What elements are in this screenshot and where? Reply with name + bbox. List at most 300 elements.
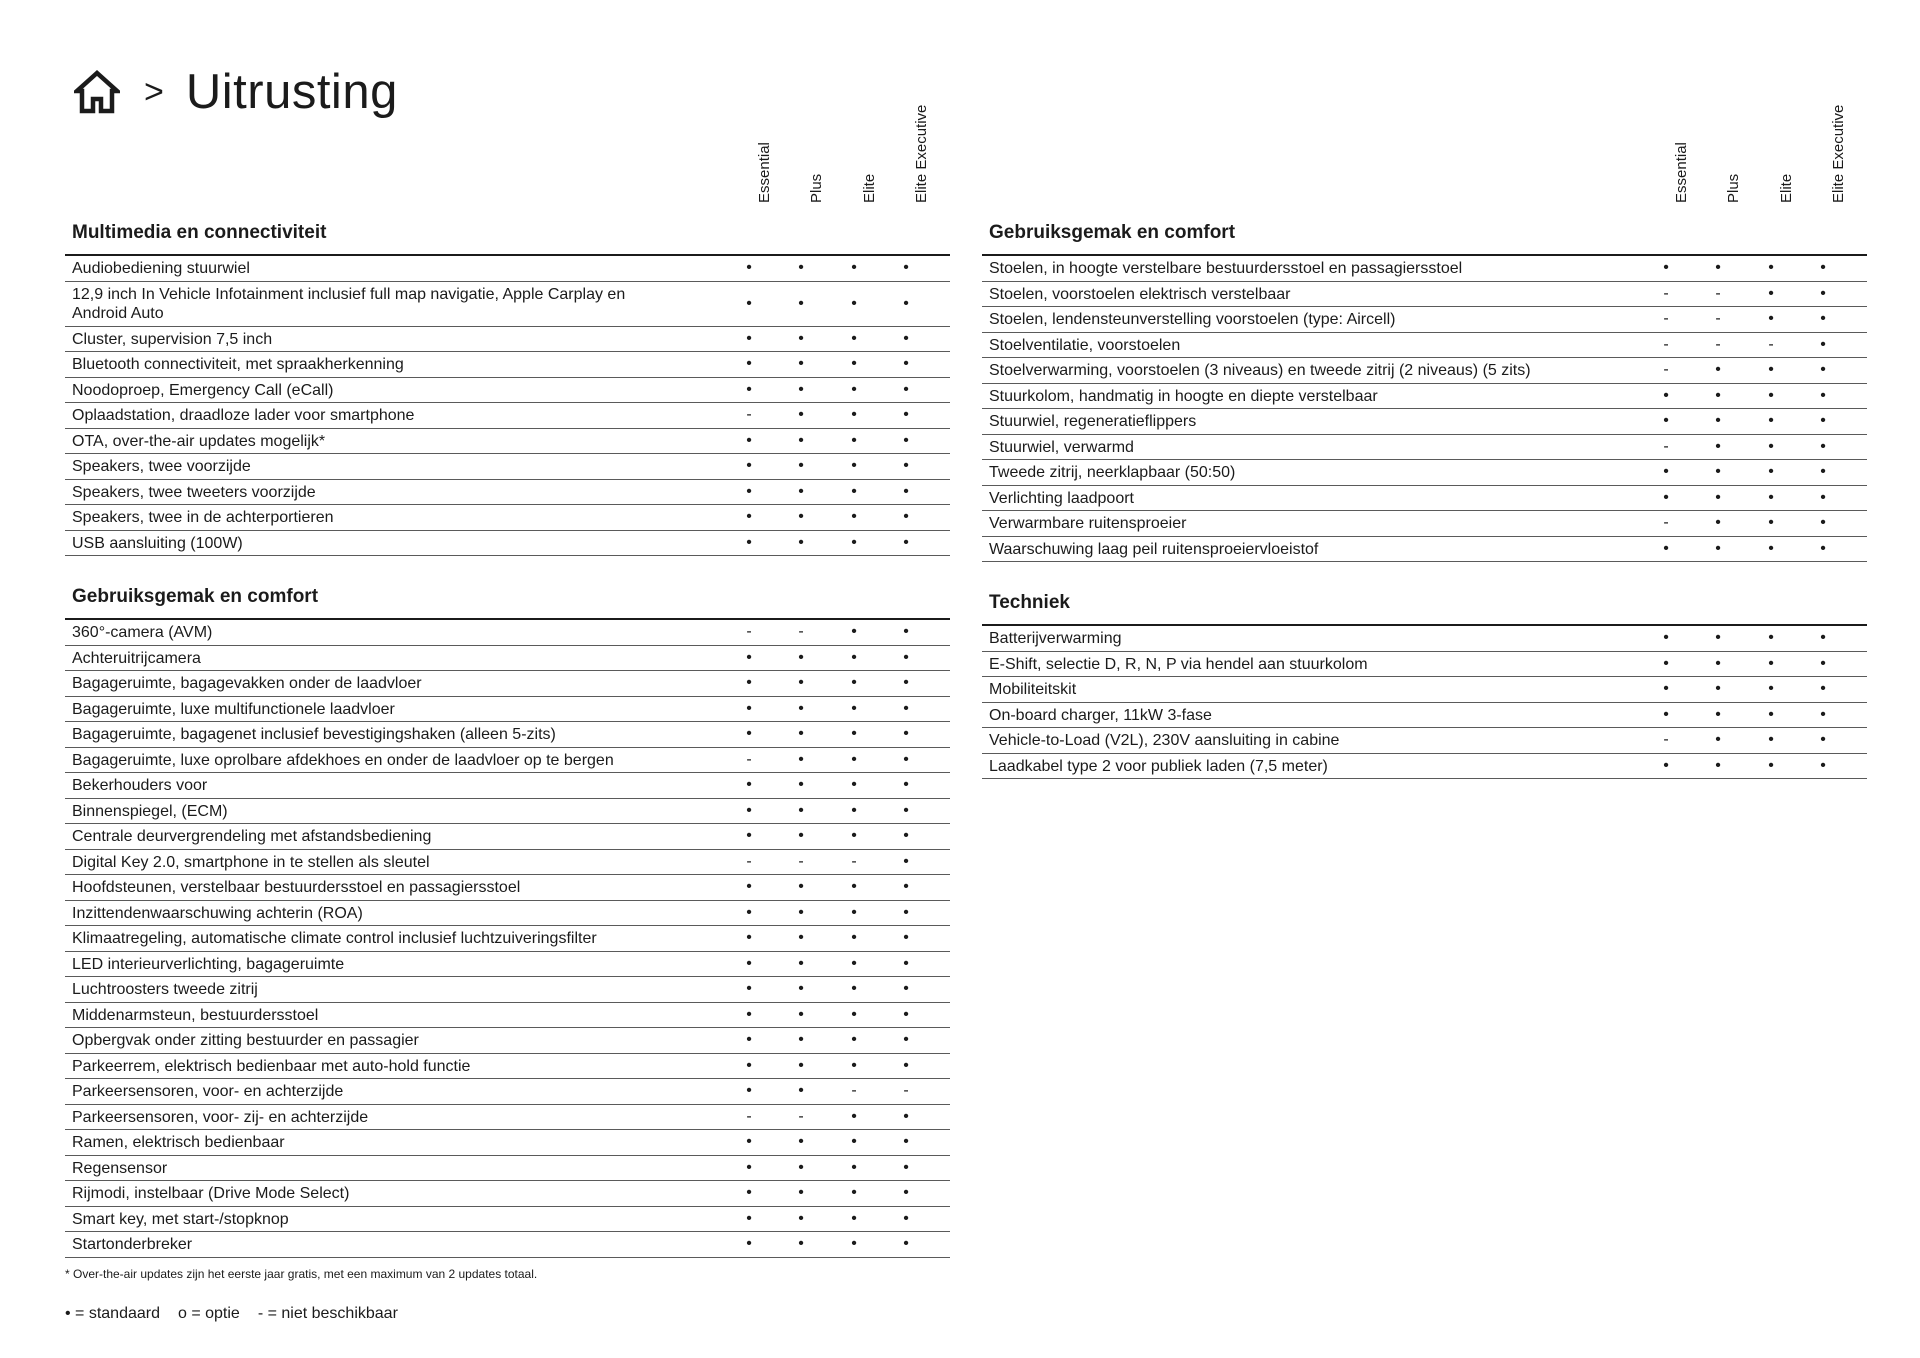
cell-plus: • [798, 954, 804, 972]
table-row [65, 697, 950, 723]
row-label: Digital Key 2.0, smartphone in te stellen als sleutel [72, 853, 430, 871]
cell-essential: - [1663, 361, 1669, 379]
column-headers [982, 100, 1867, 220]
cell-essential: • [746, 954, 752, 972]
cell-essential: • [746, 1056, 752, 1074]
row-label: Parkeersensoren, voor- zij- en achterzijde [72, 1108, 369, 1126]
cell-plus: • [798, 533, 804, 551]
cell-plus: • [798, 1005, 804, 1023]
row-label: Speakers, twee tweeters voorzijde [72, 483, 316, 501]
cell-essential: • [746, 903, 752, 921]
table-row [982, 652, 1867, 678]
cell-elite: • [851, 355, 857, 373]
cell-essential: - [746, 852, 752, 870]
cell-plus: • [798, 329, 804, 347]
cell-essential: • [746, 1133, 752, 1151]
row-label: Laadkabel type 2 voor publiek laden (7,5 meter) [989, 757, 1328, 775]
row-label: Batterijverwarming [989, 630, 1122, 647]
cell-essential: • [746, 259, 752, 277]
cell-elite: - [851, 852, 857, 870]
row-label: Mobiliteitskit [989, 681, 1077, 698]
cell-essential: • [746, 508, 752, 526]
cell-elite-executive: • [903, 954, 909, 972]
cell-elite: • [851, 1158, 857, 1176]
row-label: Tweede zitrij, neerklapbaar (50:50) [989, 464, 1236, 481]
cell-plus: • [798, 878, 804, 896]
cell-elite: • [1768, 705, 1774, 723]
cell-elite: • [851, 827, 857, 845]
cell-elite-executive: • [1820, 361, 1826, 379]
cell-elite-executive: • [903, 903, 909, 921]
table-row [65, 1105, 950, 1131]
cell-elite: • [1768, 680, 1774, 698]
row-label: Opbergvak onder zitting bestuurder en passagier [72, 1032, 419, 1049]
table-row [65, 454, 950, 480]
cell-essential: - [1663, 310, 1669, 328]
table-row [982, 728, 1867, 754]
cell-elite-executive: • [1820, 514, 1826, 532]
cell-essential: • [746, 827, 752, 845]
table-row [65, 1079, 950, 1105]
cell-essential: • [746, 1209, 752, 1227]
cell-elite-executive: • [1820, 310, 1826, 328]
cell-plus: • [798, 1082, 804, 1100]
legend-option: o = optie [178, 1305, 240, 1322]
cell-essential: - [746, 406, 752, 424]
cell-essential: • [746, 1082, 752, 1100]
row-label: 12,9 inch In Vehicle Infotainment inclusief full map navigatie, Apple Carplay en Android Auto [72, 285, 626, 322]
cell-elite-executive: • [903, 776, 909, 794]
footnote: * Over-the-air updates zijn het eerste jaar gratis, met een maximum van 2 updates totaal. [65, 1267, 538, 1281]
cell-elite-executive: • [1820, 731, 1826, 749]
cell-plus: - [1715, 284, 1721, 302]
row-label: Speakers, twee in de achterportieren [72, 509, 334, 526]
cell-elite: • [1768, 756, 1774, 774]
row-label: Stuurkolom, handmatig in hoogte en diepte verstelbaar [989, 387, 1378, 405]
cell-plus: • [1715, 629, 1721, 647]
cell-plus: • [798, 1031, 804, 1049]
row-label: Noodoproep, Emergency Call (eCall) [72, 381, 334, 399]
right-sections [982, 220, 1867, 779]
cell-plus: • [798, 980, 804, 998]
cell-plus: • [1715, 361, 1721, 379]
row-label: Inzittendenwaarschuwing achterin (ROA) [72, 904, 363, 922]
row-label: Stuurwiel, verwarmd [989, 438, 1134, 456]
cell-elite-executive: • [1820, 680, 1826, 698]
cell-plus: • [1715, 731, 1721, 749]
cell-essential: • [746, 929, 752, 947]
table-row [65, 901, 950, 927]
table-row [65, 256, 950, 282]
legend-unavailable: - = niet beschikbaar [257, 1305, 398, 1322]
cell-plus: • [1715, 539, 1721, 557]
cell-elite-executive: • [903, 725, 909, 743]
cell-plus: • [798, 294, 804, 312]
cell-elite-executive: • [903, 699, 909, 717]
cell-plus: • [798, 482, 804, 500]
cell-essential: - [1663, 284, 1669, 302]
cell-plus: - [798, 623, 804, 641]
section-title: Gebruiksgemak en comfort [989, 222, 1236, 243]
row-label: Stoelen, in hoogte verstelbare bestuurdersstoel en passagiersstoel [989, 260, 1463, 277]
spec-section [65, 584, 950, 1258]
column-header-plus: Plus [1725, 173, 1742, 203]
cell-elite-executive: • [903, 457, 909, 475]
table-row [982, 435, 1867, 461]
cell-elite-executive: • [903, 482, 909, 500]
cell-plus: • [798, 648, 804, 666]
cell-elite: • [1768, 731, 1774, 749]
cell-essential: - [746, 623, 752, 641]
cell-elite: • [851, 1235, 857, 1253]
cell-essential: • [1663, 705, 1669, 723]
cell-elite: • [1768, 539, 1774, 557]
cell-plus: • [1715, 412, 1721, 430]
cell-plus: • [1715, 680, 1721, 698]
cell-elite: • [1768, 310, 1774, 328]
table-row [65, 952, 950, 978]
right-column [982, 100, 1867, 779]
row-label: Stuurwiel, regeneratieflippers [989, 413, 1197, 430]
table-row [982, 537, 1867, 563]
cell-elite-executive: • [903, 259, 909, 277]
cell-plus: • [1715, 756, 1721, 774]
cell-elite: • [851, 903, 857, 921]
table-row [982, 409, 1867, 435]
row-label: Bagageruimte, bagagevakken onder de laadvloer [72, 675, 422, 692]
table-row [65, 1181, 950, 1207]
cell-elite-executive: • [1820, 386, 1826, 404]
cell-elite: • [851, 259, 857, 277]
cell-essential: • [1663, 259, 1669, 277]
cell-elite: • [851, 750, 857, 768]
row-label: Verwarmbare ruitensproeier [989, 515, 1187, 532]
cell-elite-executive: • [903, 1209, 909, 1227]
cell-elite: • [1768, 463, 1774, 481]
row-label: Waarschuwing laag peil ruitensproeiervloeistof [989, 540, 1319, 558]
cell-elite-executive: • [1820, 756, 1826, 774]
cell-plus: • [798, 929, 804, 947]
spec-section [982, 220, 1867, 562]
row-label: Achteruitrijcamera [72, 649, 201, 667]
cell-essential: • [1663, 654, 1669, 672]
cell-elite-executive: • [903, 508, 909, 526]
table-row [65, 824, 950, 850]
cell-elite: • [851, 878, 857, 896]
cell-essential: • [746, 674, 752, 692]
cell-elite: • [851, 482, 857, 500]
row-label: Parkeersensoren, voor- en achterzijde [72, 1083, 344, 1100]
column-header-plus: Plus [808, 173, 825, 203]
cell-essential: • [746, 431, 752, 449]
cell-plus: - [798, 852, 804, 870]
cell-elite: • [851, 508, 857, 526]
table-row [982, 703, 1867, 729]
cell-plus: - [1715, 310, 1721, 328]
cell-essential: • [746, 801, 752, 819]
row-label: Bekerhouders voor [72, 777, 208, 794]
column-header-elite-executive: Elite Executive [913, 104, 930, 203]
cell-elite: • [1768, 488, 1774, 506]
row-label: Luchtroosters tweede zitrij [72, 981, 258, 998]
cell-essential: • [1663, 629, 1669, 647]
legend [65, 1305, 398, 1323]
cell-plus: • [798, 431, 804, 449]
cell-elite: • [851, 801, 857, 819]
row-label: LED interieurverlichting, bagageruimte [72, 955, 345, 973]
cell-plus: • [798, 1158, 804, 1176]
cell-elite-executive: • [1820, 284, 1826, 302]
row-label: Bagageruimte, luxe oprolbare afdekhoes en onder de laadvloer op te bergen [72, 751, 614, 769]
cell-plus: • [798, 259, 804, 277]
cell-elite-executive: • [1820, 412, 1826, 430]
cell-plus: • [798, 776, 804, 794]
cell-elite: - [851, 1082, 857, 1100]
cell-elite-executive: • [903, 801, 909, 819]
column-header-essential: Essential [1673, 142, 1690, 203]
column-header-elite: Elite [1778, 173, 1795, 203]
table-row [65, 875, 950, 901]
cell-essential: • [746, 1005, 752, 1023]
table-row [982, 282, 1867, 308]
row-label: OTA, over-the-air updates mogelijk* [72, 432, 326, 450]
cell-essential: • [746, 294, 752, 312]
cell-elite-executive: • [903, 1158, 909, 1176]
cell-essential: • [1663, 680, 1669, 698]
cell-plus: • [1715, 463, 1721, 481]
column-header-essential: Essential [756, 142, 773, 203]
cell-elite-executive: • [1820, 463, 1826, 481]
cell-elite-executive: • [1820, 437, 1826, 455]
cell-plus: • [798, 699, 804, 717]
cell-plus: • [798, 1056, 804, 1074]
page-title: Uitrusting [185, 64, 398, 119]
row-label: Hoofdsteunen, verstelbaar bestuurdersstoel en passagiersstoel [72, 879, 521, 896]
cell-plus: • [1715, 488, 1721, 506]
cell-elite: • [851, 954, 857, 972]
cell-elite: • [851, 329, 857, 347]
cell-plus: • [798, 903, 804, 921]
cell-elite-executive: • [903, 431, 909, 449]
table-row [65, 1054, 950, 1080]
cell-elite-executive: • [903, 1133, 909, 1151]
row-label: Smart key, met start-/stopknop [72, 1210, 289, 1228]
cell-elite: • [851, 1056, 857, 1074]
table-row [982, 333, 1867, 359]
column-headers [65, 100, 950, 220]
cell-essential: • [746, 482, 752, 500]
cell-essential: • [746, 776, 752, 794]
row-label: Klimaatregeling, automatische climate control inclusief luchtzuiveringsfilter [72, 930, 597, 947]
cell-elite-executive: • [1820, 629, 1826, 647]
cell-plus: • [798, 801, 804, 819]
cell-plus: • [798, 406, 804, 424]
cell-elite-executive: • [903, 1056, 909, 1074]
cell-elite-executive: • [903, 623, 909, 641]
spec-section [982, 590, 1867, 779]
cell-elite: • [1768, 412, 1774, 430]
cell-elite: • [851, 699, 857, 717]
row-label: Regensensor [72, 1159, 168, 1177]
table-row [65, 850, 950, 876]
cell-elite-executive: • [1820, 654, 1826, 672]
cell-essential: - [1663, 437, 1669, 455]
row-label: Stoelverwarming, voorstoelen (3 niveaus) en tweede zitrij (2 niveaus) (5 zits) [989, 362, 1531, 379]
cell-elite: • [851, 294, 857, 312]
spec-section [65, 220, 950, 556]
cell-essential: • [746, 380, 752, 398]
cell-plus: • [798, 355, 804, 373]
cell-plus: • [798, 1184, 804, 1202]
table-row [982, 384, 1867, 410]
cell-plus: • [798, 1209, 804, 1227]
row-label: Verlichting laadpoort [989, 489, 1134, 507]
cell-elite: • [851, 1005, 857, 1023]
cell-essential: • [1663, 488, 1669, 506]
cell-plus: • [1715, 386, 1721, 404]
cell-elite-executive: • [1820, 335, 1826, 353]
legend-standard: • = standaard [65, 1305, 160, 1322]
row-label: Startonderbreker [72, 1236, 193, 1253]
cell-essential: - [1663, 731, 1669, 749]
cell-elite-executive: • [903, 1005, 909, 1023]
table-row [982, 256, 1867, 282]
cell-elite: • [851, 776, 857, 794]
cell-elite-executive: - [903, 1082, 909, 1100]
cell-plus: • [1715, 259, 1721, 277]
cell-elite: - [1768, 335, 1774, 353]
row-label: On-board charger, 11kW 3-fase [989, 706, 1212, 724]
table-row [65, 1028, 950, 1054]
row-label: E-Shift, selectie D, R, N, P via hendel aan stuurkolom [989, 655, 1368, 673]
cell-plus: • [798, 1235, 804, 1253]
row-label: Vehicle-to-Load (V2L), 230V aansluiting in cabine [989, 732, 1340, 749]
table-row [65, 1207, 950, 1233]
cell-elite: • [851, 1184, 857, 1202]
row-label: Centrale deurvergrendeling met afstandsbediening [72, 828, 432, 845]
cell-essential: • [746, 1031, 752, 1049]
cell-elite: • [851, 431, 857, 449]
cell-plus: • [1715, 514, 1721, 532]
breadcrumb-separator: > [144, 73, 164, 111]
table-row [982, 486, 1867, 512]
cell-elite-executive: • [903, 827, 909, 845]
cell-essential: • [1663, 539, 1669, 557]
row-label: Rijmodi, instelbaar (Drive Mode Select) [72, 1185, 350, 1202]
cell-essential: • [746, 725, 752, 743]
cell-plus: • [798, 674, 804, 692]
cell-essential: - [1663, 335, 1669, 353]
table-row [65, 1156, 950, 1182]
table-row [65, 1232, 950, 1258]
cell-elite: • [851, 1107, 857, 1125]
table-row [982, 626, 1867, 652]
cell-essential: • [746, 457, 752, 475]
cell-elite-executive: • [903, 380, 909, 398]
cell-essential: - [746, 1107, 752, 1125]
cell-elite: • [851, 623, 857, 641]
cell-essential: • [1663, 386, 1669, 404]
cell-essential: • [746, 533, 752, 551]
cell-elite: • [851, 406, 857, 424]
column-header-elite-executive: Elite Executive [1830, 104, 1847, 203]
cell-essential: • [746, 329, 752, 347]
table-row [982, 511, 1867, 537]
table-row [65, 620, 950, 646]
row-label: Binnenspiegel, (ECM) [72, 802, 228, 820]
cell-essential: - [746, 750, 752, 768]
cell-plus: • [1715, 437, 1721, 455]
cell-plus: • [1715, 654, 1721, 672]
cell-elite-executive: • [903, 852, 909, 870]
cell-plus: • [798, 725, 804, 743]
cell-elite-executive: • [1820, 705, 1826, 723]
row-label: Ramen, elektrisch bedienbaar [72, 1134, 285, 1151]
table-row [982, 754, 1867, 780]
cell-elite-executive: • [903, 878, 909, 896]
cell-elite-executive: • [1820, 488, 1826, 506]
cell-elite-executive: • [903, 533, 909, 551]
cell-essential: • [746, 699, 752, 717]
table-row [65, 429, 950, 455]
row-label: Speakers, twee voorzijde [72, 458, 251, 475]
cell-elite: • [851, 929, 857, 947]
table-row [65, 1130, 950, 1156]
row-label: Stoelen, voorstoelen elektrisch verstelbaar [989, 285, 1291, 303]
table-row [65, 748, 950, 774]
table-row [65, 977, 950, 1003]
table-row [65, 646, 950, 672]
cell-plus: • [798, 750, 804, 768]
cell-elite-executive: • [903, 1107, 909, 1125]
cell-plus: - [1715, 335, 1721, 353]
left-column [65, 100, 950, 1258]
cell-elite-executive: • [903, 648, 909, 666]
cell-elite: • [1768, 514, 1774, 532]
cell-elite-executive: • [903, 1235, 909, 1253]
row-label: USB aansluiting (100W) [72, 534, 243, 552]
cell-elite: • [1768, 361, 1774, 379]
table-row [982, 677, 1867, 703]
table-row [982, 358, 1867, 384]
table-row [65, 378, 950, 404]
row-label: Bagageruimte, luxe multifunctionele laadvloer [72, 700, 395, 718]
row-label: Parkeerrem, elektrisch bedienbaar met auto-hold functie [72, 1057, 471, 1075]
cell-elite-executive: • [903, 750, 909, 768]
cell-plus: • [798, 508, 804, 526]
table-row [65, 722, 950, 748]
cell-elite-executive: • [903, 406, 909, 424]
column-header-elite: Elite [861, 173, 878, 203]
cell-elite-executive: • [903, 355, 909, 373]
cell-elite: • [851, 533, 857, 551]
row-label: Bluetooth connectiviteit, met spraakherkenning [72, 356, 404, 373]
table-row [65, 799, 950, 825]
cell-plus: • [1715, 705, 1721, 723]
cell-elite: • [1768, 259, 1774, 277]
section-title: Multimedia en connectiviteit [72, 222, 327, 243]
cell-essential: • [746, 1158, 752, 1176]
cell-plus: • [798, 1133, 804, 1151]
cell-elite: • [1768, 284, 1774, 302]
table-row [65, 480, 950, 506]
cell-elite: • [851, 380, 857, 398]
cell-elite-executive: • [903, 1031, 909, 1049]
table-row [65, 531, 950, 557]
cell-elite: • [851, 1031, 857, 1049]
cell-elite-executive: • [903, 980, 909, 998]
table-row [65, 403, 950, 429]
